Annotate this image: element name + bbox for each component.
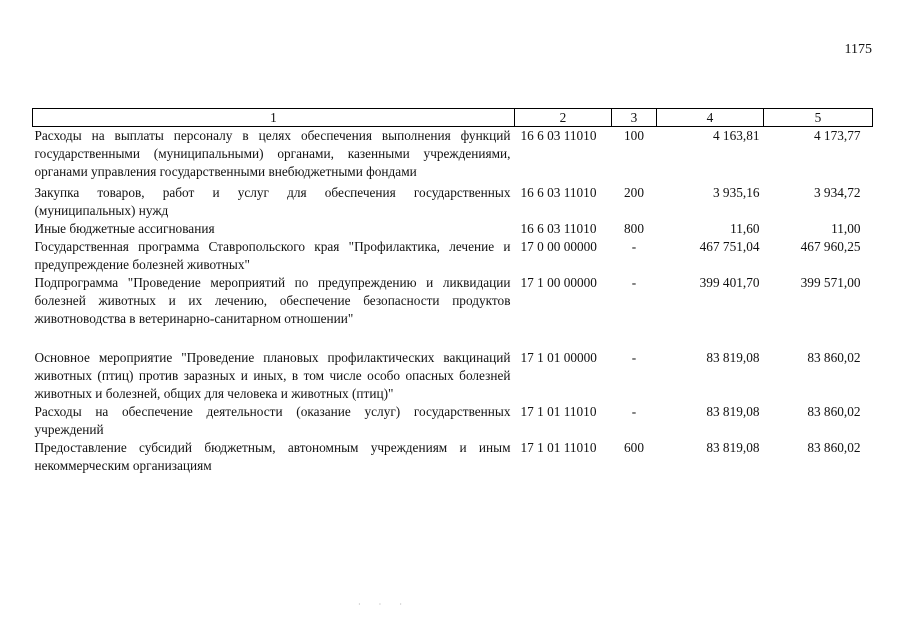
row-value-4: 83 819,08 xyxy=(706,350,760,365)
row-type: - xyxy=(631,275,637,290)
row-name: Расходы на обеспечение деятельности (оказание услуг) государственных учреждений xyxy=(34,404,511,437)
row-value-5: 467 960,25 xyxy=(800,239,861,254)
row-type: 200 xyxy=(624,185,644,200)
row-name: Подпрограмма "Проведение мероприятий по предупреждению и ликвидации болезней животных и их лечению, обеспечение безопасности продуктов животноводства в ветеринарно-санитарном отношении" xyxy=(34,275,511,326)
row-code: 16 6 03 11010 xyxy=(520,221,597,236)
row-value-5: 83 860,02 xyxy=(807,440,861,455)
row-spacer xyxy=(33,328,873,349)
row-value-5: 11,00 xyxy=(831,221,861,236)
column-header-3: 3 xyxy=(612,109,657,127)
row-code: 17 0 00 00000 xyxy=(520,239,597,254)
budget-table xyxy=(32,108,873,475)
row-code: 17 1 01 11010 xyxy=(520,404,597,419)
row-name: Основное мероприятие "Проведение плановых профилактических вакцинаций животных (птиц) против заразных и иных, в том числе особо опасных болезней животных и болезней, общих для человека и животных (птиц)" xyxy=(34,350,511,401)
column-header-5: 5 xyxy=(764,109,873,127)
column-header-1: 1 xyxy=(33,109,515,127)
row-code: 17 1 01 11010 xyxy=(520,440,597,455)
row-name: Расходы на выплаты персоналу в целях обеспечения выполнения функций государственными (муниципальными) органами, казенными учреждениями, органами управления государственными внебюджетными фондами xyxy=(34,128,511,179)
row-value-4: 11,60 xyxy=(730,221,760,236)
row-value-5: 83 860,02 xyxy=(807,404,861,419)
row-type: 600 xyxy=(624,440,644,455)
row-type: 800 xyxy=(624,221,644,236)
row-value-5: 399 571,00 xyxy=(800,275,861,290)
row-name: Закупка товаров, работ и услуг для обеспечения государственных (муниципальных) нужд xyxy=(34,185,511,218)
row-value-4: 83 819,08 xyxy=(706,440,760,455)
row-code: 17 1 01 00000 xyxy=(520,350,597,365)
row-value-5: 3 934,72 xyxy=(813,185,861,200)
row-type: 100 xyxy=(624,128,644,143)
column-header-4: 4 xyxy=(657,109,764,127)
table-row xyxy=(33,127,873,182)
table-row xyxy=(33,184,873,220)
row-code: 16 6 03 11010 xyxy=(520,185,597,200)
row-value-5: 83 860,02 xyxy=(807,350,861,365)
scan-artifact: · · · xyxy=(358,600,410,609)
row-name: Предоставление субсидий бюджетным, автономным учреждениям и иным некоммерческим организациям xyxy=(34,440,511,473)
table-header-row xyxy=(33,109,873,127)
row-code: 16 6 03 11010 xyxy=(520,128,597,143)
row-value-4: 467 751,04 xyxy=(699,239,760,254)
row-type: - xyxy=(631,404,637,419)
row-value-5: 4 173,77 xyxy=(813,128,861,143)
page-number: 1175 xyxy=(844,42,872,57)
row-name: Государственная программа Ставропольского края "Профилактика, лечение и предупреждение болезней животных" xyxy=(34,239,511,272)
row-value-4: 399 401,70 xyxy=(699,275,760,290)
row-code: 17 1 00 00000 xyxy=(520,275,597,290)
row-value-4: 3 935,16 xyxy=(712,185,760,200)
table-row xyxy=(33,274,873,328)
row-name: Иные бюджетные ассигнования xyxy=(34,221,215,236)
row-value-4: 83 819,08 xyxy=(706,404,760,419)
row-type: - xyxy=(631,239,637,254)
row-type: - xyxy=(631,350,637,365)
table-row xyxy=(33,238,873,274)
row-value-4: 4 163,81 xyxy=(712,128,760,143)
table-row xyxy=(33,220,873,238)
table-row xyxy=(33,403,873,439)
table-row xyxy=(33,349,873,403)
table-row xyxy=(33,439,873,475)
column-header-2: 2 xyxy=(515,109,612,127)
